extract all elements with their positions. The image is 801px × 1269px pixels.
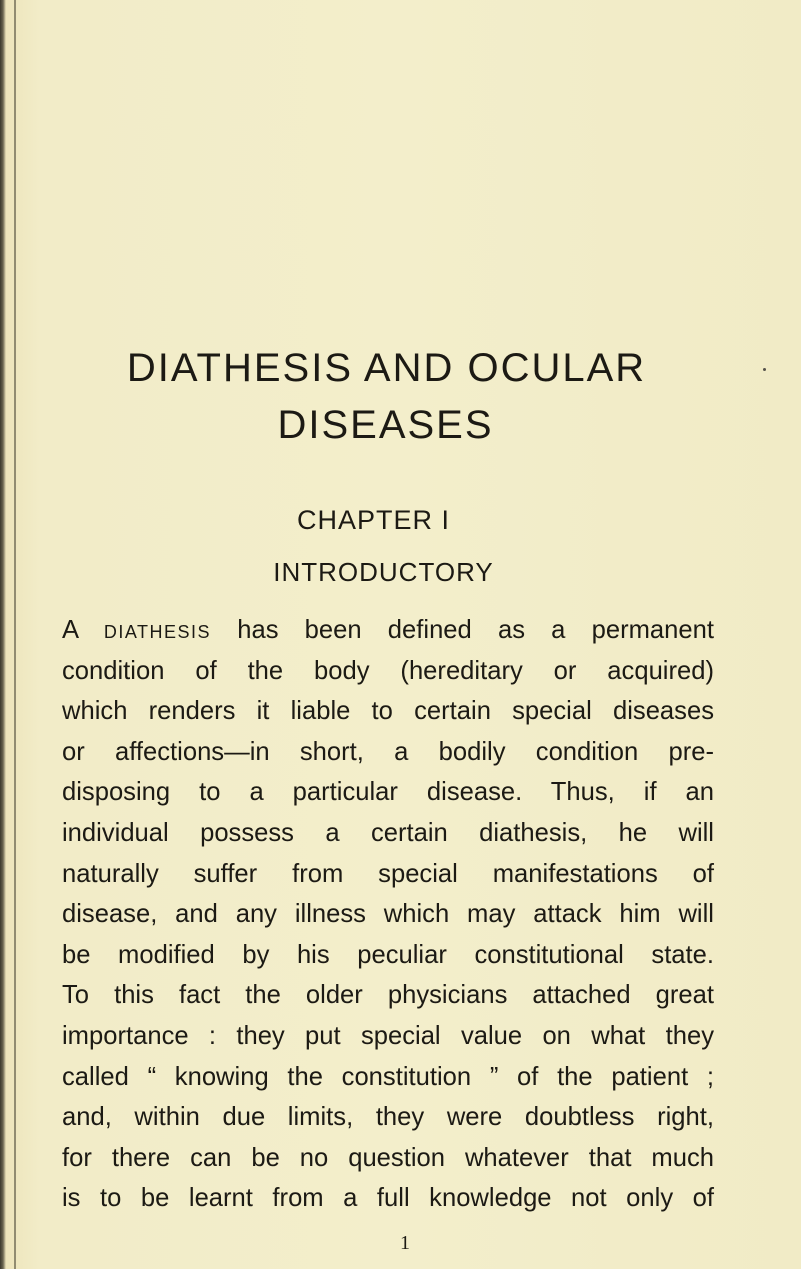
chapter-heading: CHAPTER I xyxy=(296,505,451,535)
body-line: called “ knowing the constitution ” of the patient ; xyxy=(62,1062,714,1091)
opening-word: A xyxy=(62,616,78,644)
book-title-line-2: DISEASES xyxy=(277,403,494,447)
body-line: individual possess a certain diathesis, he will xyxy=(62,818,714,847)
book-title-line-1: DIATHESIS AND OCULAR xyxy=(126,346,647,390)
body-line: To this fact the older physicians attached great xyxy=(62,981,714,1010)
body-paragraph xyxy=(62,610,714,1219)
body-line: disease, and any illness which may attack him will xyxy=(62,900,714,929)
body-line: be modified by his peculiar constitutional state. xyxy=(62,940,714,969)
opening-smallcaps-word: DIATHESIS xyxy=(103,622,212,642)
body-line: for there can be no question whatever that much xyxy=(62,1143,714,1172)
body-line: which renders it liable to certain special diseases xyxy=(62,697,714,726)
first-line-rest: has been defined as a permanent xyxy=(237,616,714,644)
page-gutter-line xyxy=(14,0,16,1269)
ink-speck xyxy=(763,368,766,371)
body-line: naturally suffer from special manifestations of xyxy=(62,859,714,888)
page-gutter-shadow xyxy=(0,0,6,1269)
body-line: is to be learnt from a full knowledge not only of xyxy=(62,1184,714,1213)
body-line: importance : they put special value on what they xyxy=(62,1021,714,1050)
body-line: and, within due limits, they were doubtless right, xyxy=(62,1103,714,1132)
body-line: condition of the body (hereditary or acquired) xyxy=(62,656,714,685)
page-number: 1 xyxy=(400,1232,410,1254)
body-line: or affections—in short, a bodily condition pre- xyxy=(62,737,714,766)
body-line-first xyxy=(62,610,714,651)
chapter-subtitle: INTRODUCTORY xyxy=(273,557,494,587)
body-line: disposing to a particular disease. Thus, if an xyxy=(62,778,714,807)
